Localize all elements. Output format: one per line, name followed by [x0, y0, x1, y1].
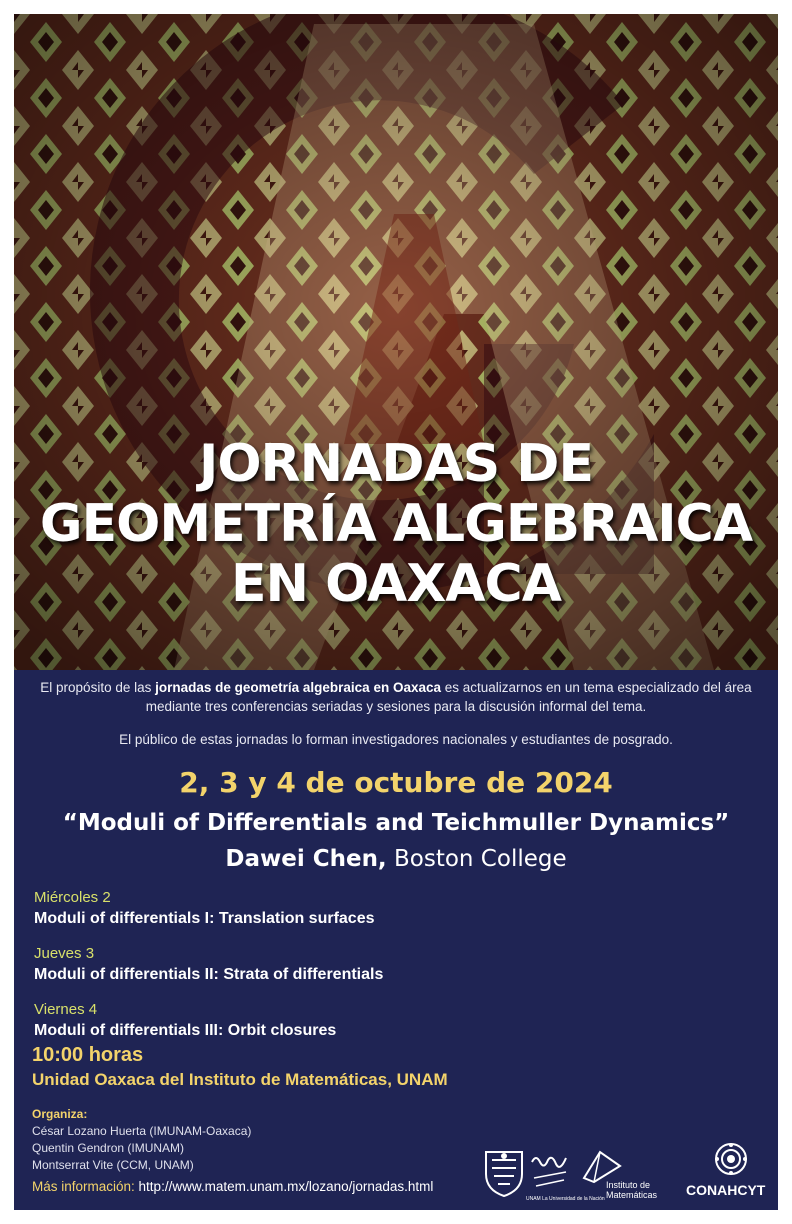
- instituto-matematicas-icon: [580, 1148, 626, 1184]
- conahcyt-emblem-icon: [714, 1142, 748, 1176]
- session-day: Jueves 3: [34, 945, 95, 962]
- audience-paragraph: El público de estas jornadas lo forman investigadores nacionales y estudiantes de posgrado.: [119, 732, 673, 747]
- hero-image: [14, 14, 778, 670]
- more-info-label: Más información:: [32, 1179, 135, 1194]
- session-3: [34, 1000, 336, 1042]
- conahcyt-label: CONAHCYT: [686, 1182, 766, 1198]
- intro-paragraph: El propósito de las jornadas de geometría algebraica en Oaxaca es actualizarnos en un tema especializado del área mediante tres conferencias seriadas y sesiones para la discusión informal del tema.: [40, 680, 752, 714]
- organizer-name: Quentin Gendron (IMUNAM): [32, 1141, 185, 1155]
- session-topic: Moduli of differentials I: Translation surfaces: [34, 910, 375, 927]
- poster: [14, 14, 778, 1210]
- event-dates: 2, 3 y 4 de octubre de 2024: [179, 766, 613, 799]
- session-day: Miércoles 2: [34, 889, 111, 906]
- instituto-label: Instituto de Matemáticas: [606, 1180, 658, 1200]
- title-line-3: EN OAXACA: [231, 554, 561, 614]
- sponsor-logos: [482, 1142, 772, 1210]
- organizer-name: Montserrat Vite (CCM, UNAM): [32, 1158, 194, 1172]
- more-info: [32, 1179, 433, 1194]
- organizers: [32, 1106, 251, 1174]
- organizers-label: Organiza:: [32, 1107, 88, 1121]
- session-day: Viernes 4: [34, 1001, 98, 1018]
- session-1: [34, 888, 375, 930]
- unam-signature-icon: [528, 1150, 572, 1194]
- more-info-link[interactable]: http://www.matem.unam.mx/lozano/jornadas.html: [134, 1179, 434, 1194]
- speaker-name: Dawei Chen,: [225, 846, 387, 872]
- talk-title: “Moduli of Differentials and Teichmuller Dynamics”: [62, 810, 730, 836]
- event-time: 10:00 horas: [32, 1044, 144, 1066]
- organizer-name: César Lozano Huerta (IMUNAM-Oaxaca): [32, 1124, 252, 1138]
- session-2: [34, 944, 383, 986]
- event-venue: Unidad Oaxaca del Instituto de Matemáticas, UNAM: [32, 1070, 448, 1089]
- speaker-affiliation: Boston College: [386, 846, 567, 872]
- event-title: [14, 434, 778, 614]
- unam-motto: UNAM La Universidad de la Nación: [526, 1196, 605, 1202]
- speaker: [14, 846, 778, 872]
- intro-highlight: jornadas de geometría algebraica en Oaxaca: [155, 680, 441, 695]
- session-topic: Moduli of differentials II: Strata of differentials: [34, 966, 384, 983]
- session-topic: Moduli of differentials III: Orbit closures: [34, 1022, 337, 1039]
- title-line-2: GEOMETRÍA ALGEBRAICA: [39, 494, 753, 554]
- unam-crest-icon: [482, 1146, 526, 1198]
- title-line-1: JORNADAS DE: [198, 434, 593, 494]
